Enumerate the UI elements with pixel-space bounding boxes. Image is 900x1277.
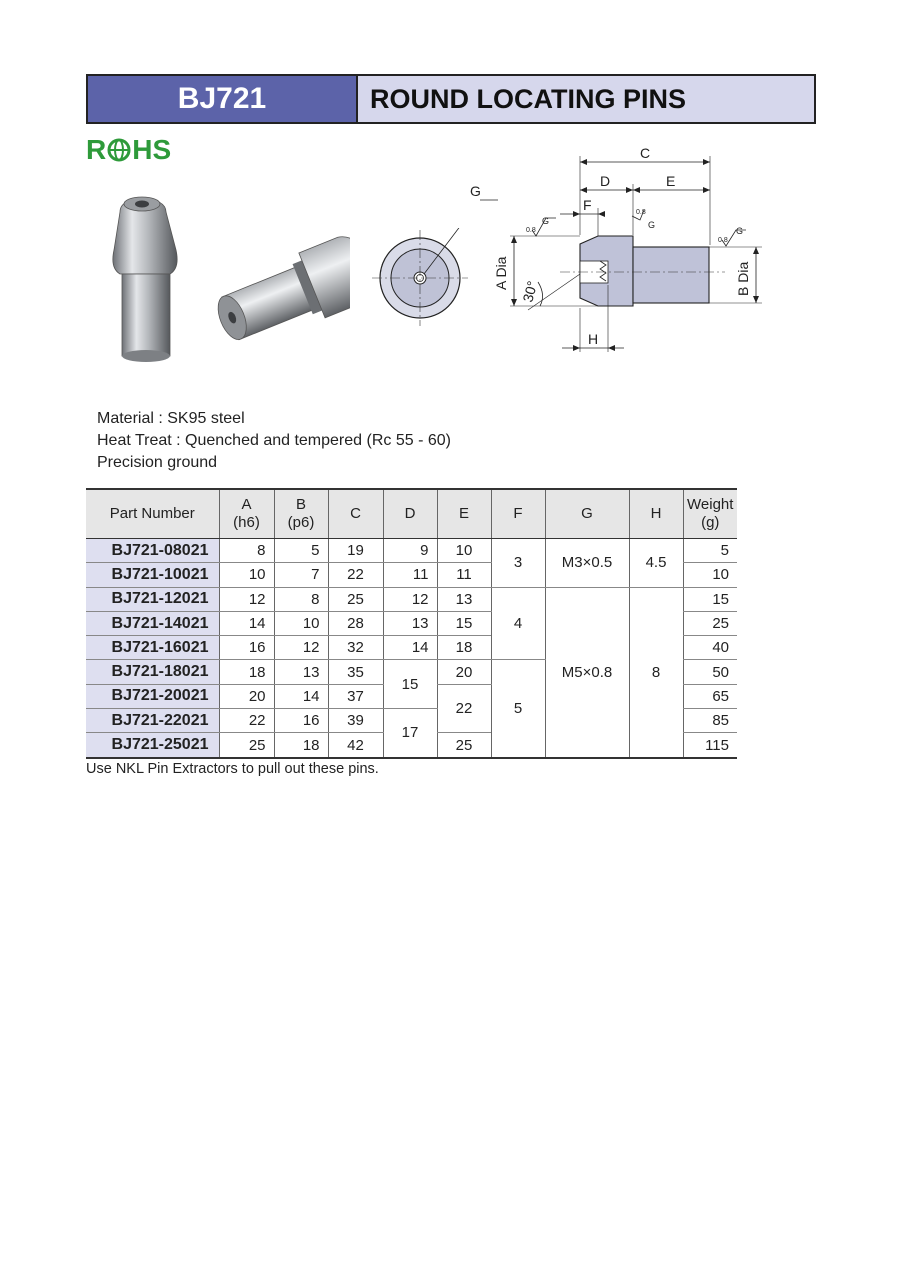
table-row: BJ721-20021 20 14 37 22 65 [86,684,737,708]
h-merged: 4.5 [629,539,683,588]
h-merged: 8 [629,587,683,758]
d-merged: 17 [383,709,437,758]
header-d: D [383,489,437,539]
label-f: F [583,197,592,213]
part-number: BJ721-18021 [86,660,219,684]
pin-standing [113,197,177,362]
svg-text:G: G [736,226,744,236]
globe-icon [107,138,131,162]
end-view-drawing [370,228,500,358]
header-c: C [328,489,383,539]
table-row: BJ721-10021 10 7 22 11 11 10 [86,563,737,587]
part-number: BJ721-22021 [86,709,219,733]
table-row: BJ721-12021 12 8 25 12 13 4 M5×0.8 8 15 [86,587,737,611]
part-number: BJ721-14021 [86,611,219,635]
g-merged: M3×0.5 [545,539,629,588]
label-h: H [588,331,599,347]
header-e: E [437,489,491,539]
header-b: B (p6) [274,489,328,539]
material-specs [97,408,451,474]
e-merged: 22 [437,684,491,733]
finish-line: Precision ground [97,454,218,471]
heat-treat-line: Heat Treat : Quenched and tempered (Rc 55 - 60) [97,432,451,449]
label-e: E [666,173,676,189]
product-code: BJ721 [88,76,358,122]
roughness-symbol-1 [526,216,556,236]
header-part: Part Number [86,489,219,539]
header-f: F [491,489,545,539]
table-row: BJ721-14021 14 10 28 13 15 25 [86,611,737,635]
product-photo [100,190,350,380]
footnote: Use NKL Pin Extractors to pull out these pins. [86,761,379,777]
label-b-dia: B Dia [735,261,751,296]
label-d: D [600,173,611,189]
header-g: G [545,489,629,539]
part-number: BJ721-12021 [86,587,219,611]
side-view-drawing [490,140,770,365]
table-row: BJ721-18021 18 13 35 15 20 5 50 [86,660,737,684]
f-merged: 3 [491,539,545,588]
header-weight: Weight (g) [683,489,737,539]
part-number: BJ721-16021 [86,636,219,660]
table-row: BJ721-16021 16 12 32 14 18 40 [86,636,737,660]
svg-text:0.8: 0.8 [718,237,728,244]
label-c: C [640,145,651,161]
rohs-right: HS [132,134,172,165]
table-row: BJ721-25021 25 18 42 25 115 [86,733,737,758]
roughness-symbol-2 [632,209,655,230]
part-number: BJ721-25021 [86,733,219,758]
product-title: ROUND LOCATING PINS [358,76,814,122]
rohs-logo [86,134,171,166]
label-g-front: G [470,183,481,199]
header-h: H [629,489,683,539]
roughness-symbol-3 [718,226,746,246]
table-row: BJ721-08021 8 5 19 9 10 3 M3×0.5 4.5 5 [86,539,737,563]
spec-table [86,488,737,759]
part-number: BJ721-20021 [86,684,219,708]
svg-text:0.8: 0.8 [526,227,536,234]
g-merged: M5×0.8 [545,587,629,758]
part-number: BJ721-10021 [86,563,219,587]
table-header-row [86,489,737,539]
title-bar [86,74,816,124]
svg-text:G: G [648,220,656,230]
svg-text:0.8: 0.8 [636,209,646,216]
rohs-left: R [86,134,107,165]
part-number: BJ721-08021 [86,539,219,563]
header-a: A (h6) [219,489,274,539]
f-merged: 5 [491,660,545,758]
g-leader [370,180,500,230]
label-angle: 30° [519,279,541,304]
pin-lying [208,230,350,355]
material-line: Material : SK95 steel [97,410,245,427]
f-merged: 4 [491,587,545,660]
label-a-dia: A Dia [493,256,509,290]
d-merged: 15 [383,660,437,709]
table-row: BJ721-22021 22 16 39 17 85 [86,709,737,733]
svg-text:G: G [542,216,550,226]
